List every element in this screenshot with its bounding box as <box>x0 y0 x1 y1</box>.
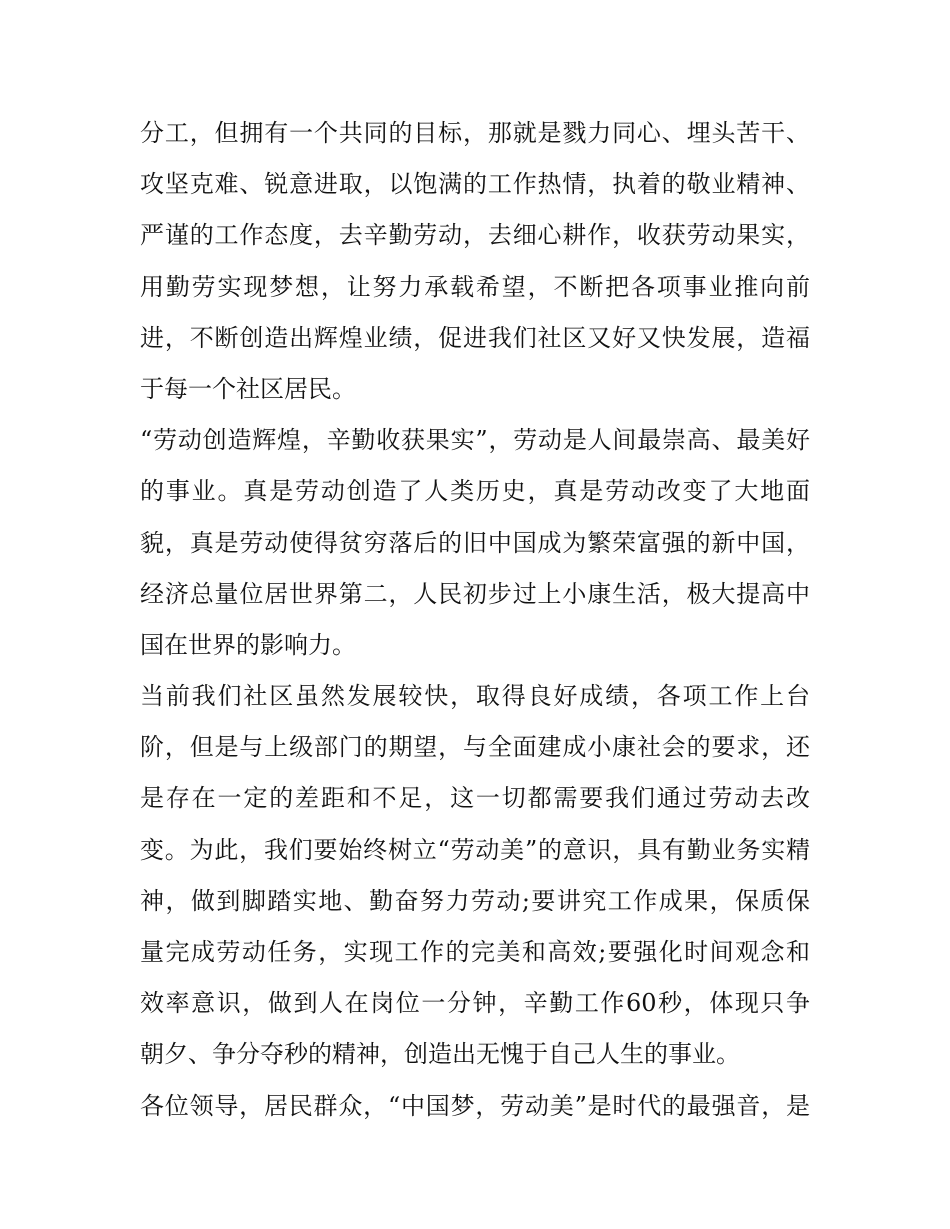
text-line: 分工，但拥有一个共同的目标，那就是戮力同心、埋头苦干、 <box>140 119 810 147</box>
paragraph-3 <box>140 671 810 1081</box>
text-line: 用勤劳实现梦想，让努力承载希望，不断把各项事业推向前 <box>140 272 810 301</box>
text-line: 效率意识，做到人在岗位一分钟，辛勤工作60秒，体现只争 <box>140 989 810 1018</box>
text-line: 严谨的工作态度，去辛勤劳动，去细心耕作，收获劳动果实， <box>140 221 810 250</box>
text-line: 是存在一定的差距和不足，这一切都需要我们通过劳动去改 <box>140 784 810 813</box>
paragraph-4 <box>140 1081 810 1132</box>
text-line: 的事业。真是劳动创造了人类历史，真是劳动改变了大地面 <box>140 477 810 506</box>
text-line: 量完成劳动任务，实现工作的完美和高效;要强化时间观念和 <box>140 938 810 966</box>
text-line: 国在世界的影响力。 <box>140 630 356 659</box>
text-line: 当前我们社区虽然发展较快，取得良好成绩，各项工作上台 <box>140 682 810 711</box>
text-line: 经济总量位居世界第二，人民初步过上小康生活，极大提高中 <box>140 579 810 608</box>
paragraph-1 <box>140 108 810 415</box>
paragraph-2 <box>140 415 810 671</box>
text-line: 进，不断创造出辉煌业绩，促进我们社区又好又快发展，造福 <box>140 323 810 352</box>
text-line: 于每一个社区居民。 <box>140 374 356 403</box>
text-line: 攻坚克难、锐意进取，以饱满的工作热情，执着的敬业精神、 <box>140 170 810 199</box>
text-line: 各位领导，居民群众，“中国梦，劳动美”是时代的最强音，是 <box>140 1091 810 1120</box>
text-line: 阶，但是与上级部门的期望，与全面建成小康社会的要求，还 <box>140 733 810 762</box>
text-line: 变。为此，我们要始终树立“劳动美”的意识，具有勤业务实精 <box>140 835 810 864</box>
text-line: “劳动创造辉煌，辛勤收获果实”，劳动是人间最崇高、最美好 <box>140 426 810 455</box>
text-line: 神，做到脚踏实地、勤奋努力劳动;要讲究工作成果，保质保 <box>140 886 810 915</box>
text-line: 貌，真是劳动使得贫穷落后的旧中国成为繁荣富强的新中国， <box>140 528 810 557</box>
text-line: 朝夕、争分夺秒的精神，创造出无愧于自己人生的事业。 <box>140 1040 740 1069</box>
